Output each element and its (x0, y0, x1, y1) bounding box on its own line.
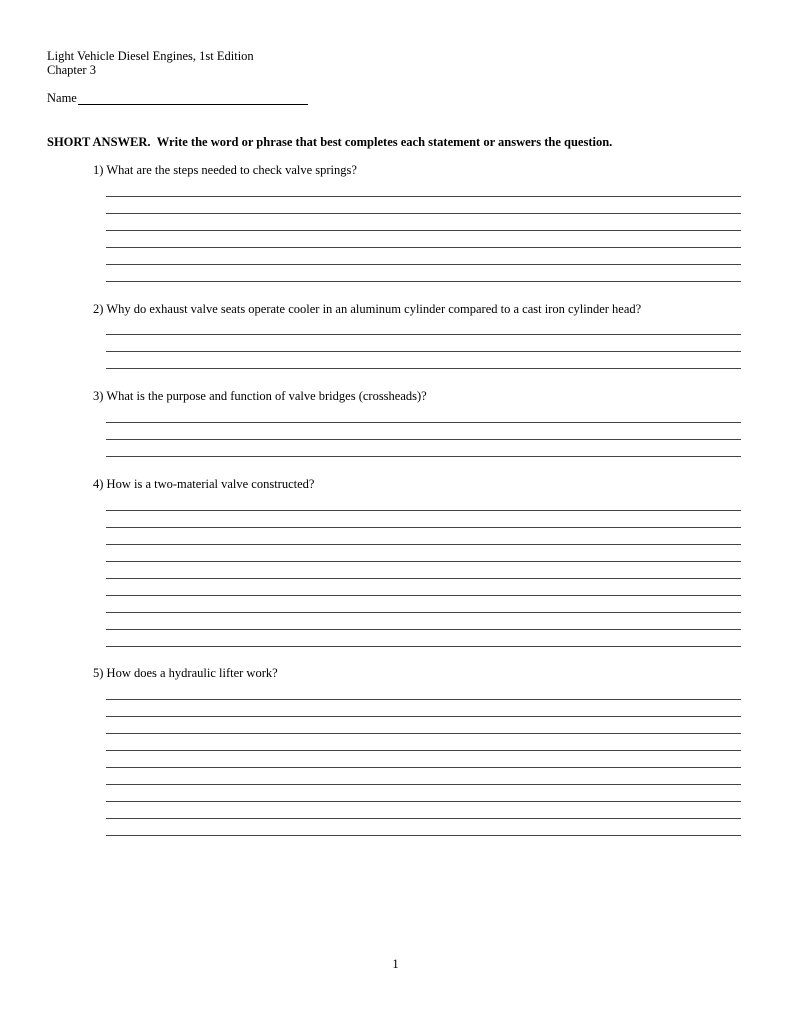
answer-line[interactable] (106, 561, 741, 562)
answer-line[interactable] (106, 595, 741, 596)
answer-line[interactable] (106, 767, 741, 768)
answer-line[interactable] (106, 510, 741, 511)
answer-line[interactable] (106, 544, 741, 545)
answer-line[interactable] (106, 629, 741, 630)
question-5 (93, 666, 278, 680)
question-number: 3) (93, 389, 104, 403)
answer-line[interactable] (106, 801, 741, 802)
answer-line[interactable] (106, 716, 741, 717)
question-text: Why do exhaust valve seats operate cooler in an aluminum cylinder compared to a cast iron cylinder head? (106, 302, 642, 316)
answer-line[interactable] (106, 527, 741, 528)
name-label: Name (47, 91, 77, 105)
document-header (47, 49, 254, 77)
question-number: 5) (93, 666, 104, 680)
question-2 (93, 302, 641, 316)
name-blank-line[interactable] (78, 92, 308, 105)
name-field-row (47, 91, 308, 105)
answer-line[interactable] (106, 247, 741, 248)
question-number: 1) (93, 163, 104, 177)
chapter-label: Chapter 3 (47, 63, 96, 77)
answer-line[interactable] (106, 334, 741, 335)
answer-line[interactable] (106, 439, 741, 440)
answer-line[interactable] (106, 818, 741, 819)
answer-line[interactable] (106, 750, 741, 751)
instructions-text: Write the word or phrase that best completes each statement or answers the question. (156, 135, 613, 149)
answer-line[interactable] (106, 264, 741, 265)
page-number: 1 (392, 957, 399, 971)
question-number: 2) (93, 302, 104, 316)
question-number: 4) (93, 477, 104, 491)
answer-line[interactable] (106, 578, 741, 579)
answer-line[interactable] (106, 784, 741, 785)
answer-line[interactable] (106, 612, 741, 613)
answer-line[interactable] (106, 196, 741, 197)
answer-line[interactable] (106, 456, 741, 457)
answer-line[interactable] (106, 699, 741, 700)
question-3 (93, 389, 427, 403)
section-heading: SHORT ANSWER. (47, 135, 151, 149)
answer-line[interactable] (106, 835, 741, 836)
instructions (47, 135, 612, 149)
question-text: How is a two-material valve constructed? (106, 477, 315, 491)
answer-line[interactable] (106, 230, 741, 231)
answer-line[interactable] (106, 281, 741, 282)
book-title: Light Vehicle Diesel Engines, 1st Edition (47, 49, 254, 63)
answer-line[interactable] (106, 422, 741, 423)
question-text: What are the steps needed to check valve springs? (106, 163, 357, 177)
question-text: What is the purpose and function of valve bridges (crossheads)? (106, 389, 427, 403)
question-1 (93, 163, 357, 177)
answer-line[interactable] (106, 646, 741, 647)
question-4 (93, 477, 314, 491)
answer-line[interactable] (106, 351, 741, 352)
question-text: How does a hydraulic lifter work? (106, 666, 278, 680)
answer-line[interactable] (106, 733, 741, 734)
answer-line[interactable] (106, 213, 741, 214)
answer-line[interactable] (106, 368, 741, 369)
